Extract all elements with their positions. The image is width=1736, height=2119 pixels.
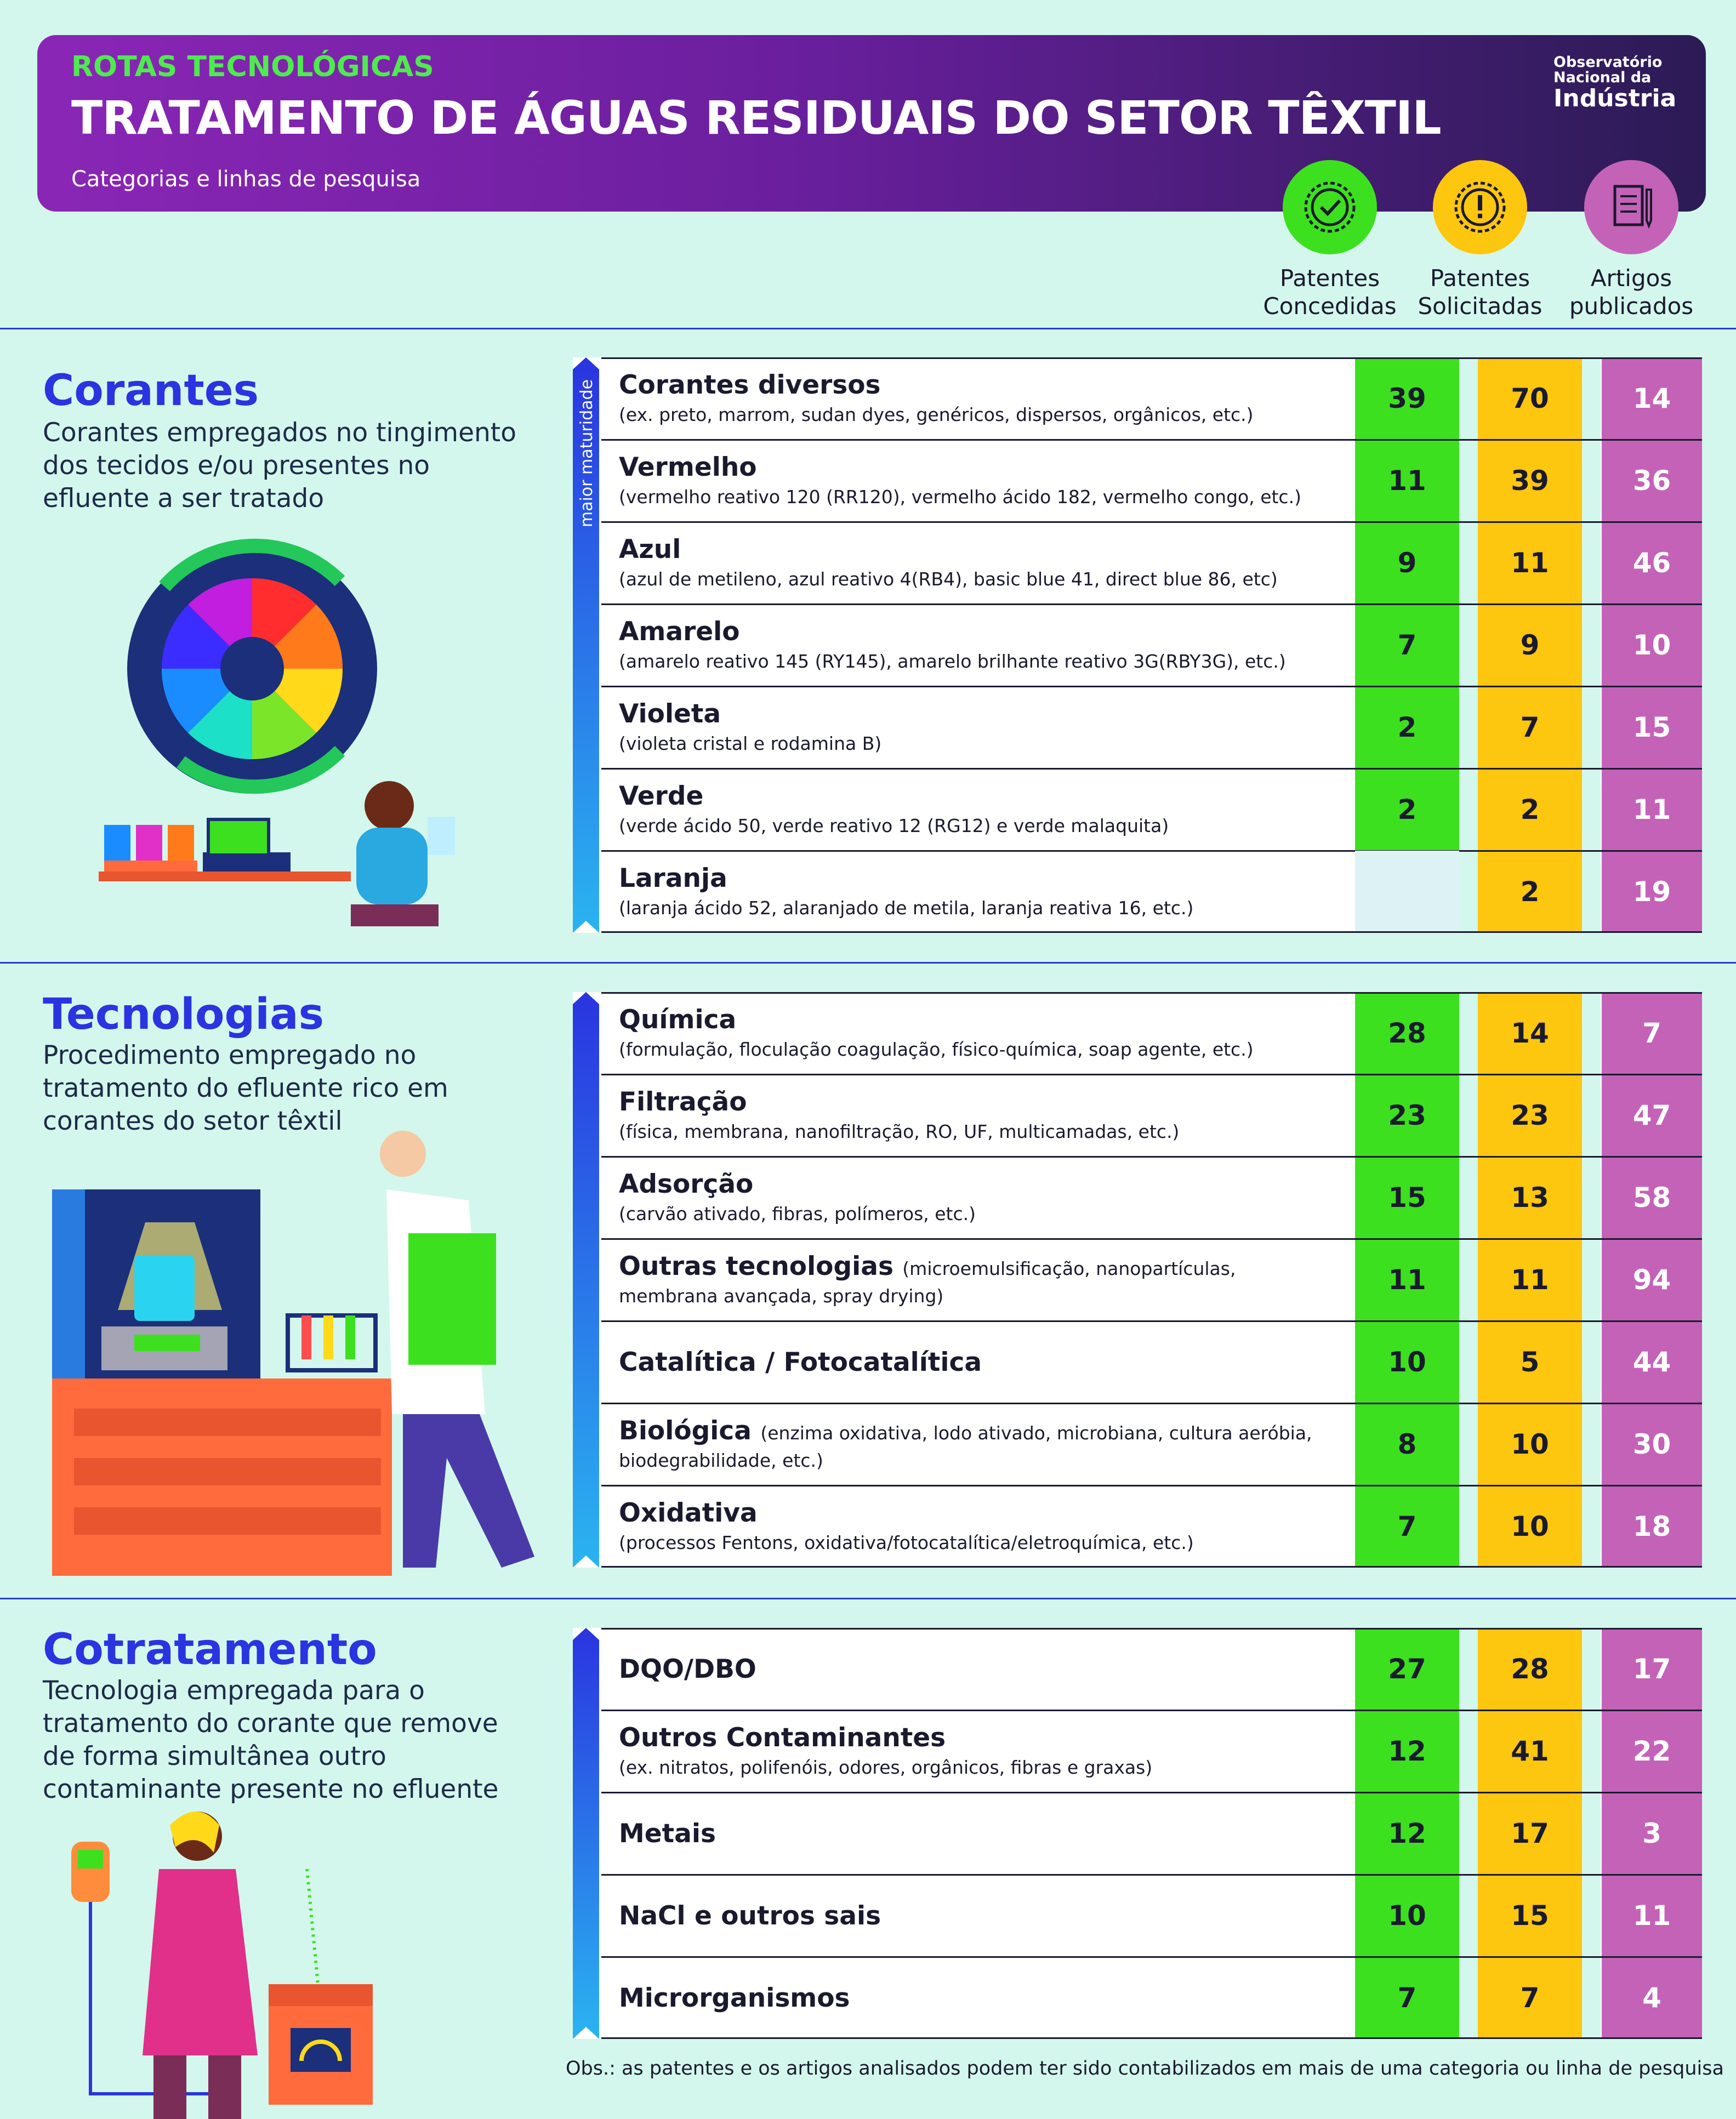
value-patentes-concedidas: 11 <box>1388 1264 1426 1296</box>
value-artigos-publicados: 15 <box>1632 711 1671 743</box>
table-bottom-border <box>601 1566 1702 1568</box>
row-title: Oxidativa <box>619 1498 758 1529</box>
value-patentes-concedidas: 28 <box>1388 1017 1426 1049</box>
table-row <box>573 686 1702 768</box>
table-row <box>573 1875 1702 1957</box>
row-label <box>619 357 1342 440</box>
value-artigos-publicados: 17 <box>1632 1653 1671 1685</box>
section-title-cotratamento: Cotratamento <box>43 1625 377 1674</box>
row-title: Química <box>619 1005 737 1035</box>
value-patentes-solicitadas: 7 <box>1520 711 1540 743</box>
table-row <box>573 1239 1702 1321</box>
row-title-note: (enzima oxidativa, lodo ativado, microbiana, cultura aeróbia, <box>760 1422 1312 1444</box>
section-divider <box>0 962 1736 964</box>
table-tecnologias <box>573 992 1702 1568</box>
value-artigos-publicados: 22 <box>1632 1735 1671 1767</box>
table-top-border <box>601 1628 1702 1630</box>
row-label <box>619 1957 1342 2039</box>
row-label <box>619 1875 1342 1957</box>
value-patentes-solicitadas: 14 <box>1511 1017 1549 1049</box>
row-label <box>619 1321 1342 1403</box>
row-label <box>619 1710 1342 1792</box>
table-top-border <box>601 992 1702 994</box>
table-row <box>573 1628 1702 1710</box>
value-patentes-concedidas: 10 <box>1388 1900 1426 1932</box>
logo-line-2: Nacional da <box>1553 69 1652 87</box>
logo-line-3: Indústria <box>1553 84 1677 112</box>
value-patentes-concedidas: 2 <box>1397 794 1417 825</box>
value-patentes-concedidas: 12 <box>1388 1735 1426 1767</box>
row-title: Microrganismos <box>619 1983 850 2013</box>
row-label <box>619 522 1342 604</box>
legend-artigos-publicados <box>1555 160 1708 320</box>
legend-label: Patentes <box>1279 265 1380 292</box>
table-row <box>573 1403 1702 1485</box>
row-title: Vermelho <box>619 452 757 483</box>
value-patentes-solicitadas: 2 <box>1520 794 1540 825</box>
medal-alert-icon <box>1433 160 1527 254</box>
value-patentes-solicitadas: 41 <box>1511 1735 1549 1767</box>
value-patentes-concedidas: 12 <box>1388 1818 1426 1849</box>
row-title: NaCl e outros sais <box>619 1900 881 1931</box>
value-patentes-solicitadas: 15 <box>1511 1900 1549 1932</box>
row-title: Violeta <box>619 699 721 730</box>
row-subtitle: (ex. nitratos, polifenóis, odores, orgânicos, fibras e graxas) <box>619 1757 1153 1779</box>
row-subtitle: (física, membrana, nanofiltração, RO, UF, multicamadas, etc.) <box>619 1121 1180 1143</box>
co-treatment-scientist-illustration <box>60 1809 422 2119</box>
value-patentes-concedidas: 27 <box>1388 1653 1426 1685</box>
value-patentes-solicitadas: 23 <box>1511 1100 1549 1131</box>
table-top-border <box>601 357 1702 359</box>
value-patentes-solicitadas: 11 <box>1511 547 1549 579</box>
value-artigos-publicados: 11 <box>1632 1900 1671 1932</box>
row-title: Corantes diversos <box>619 370 881 401</box>
row-title: Outros Contaminantes <box>619 1723 946 1753</box>
table-cotratamento <box>573 1628 1702 2039</box>
value-patentes-solicitadas: 5 <box>1520 1346 1540 1378</box>
row-label <box>619 1485 1342 1568</box>
value-patentes-solicitadas: 28 <box>1511 1653 1549 1685</box>
value-patentes-concedidas: 10 <box>1388 1346 1426 1378</box>
table-row <box>573 851 1702 933</box>
section-desc-corantes: Corantes empregados no tingimento dos tecidos e/ou presentes no efluente a ser tratado <box>43 418 516 514</box>
table-row <box>573 440 1702 522</box>
value-artigos-publicados: 44 <box>1632 1346 1671 1378</box>
value-artigos-publicados: 94 <box>1632 1264 1671 1296</box>
legend-label: Concedidas <box>1263 293 1397 320</box>
section-title-tecnologias: Tecnologias <box>43 990 325 1039</box>
row-subtitle: (vermelho reativo 120 (RR120), vermelho ácido 182, vermelho congo, etc.) <box>619 486 1301 508</box>
row-label <box>619 851 1342 933</box>
table-row <box>573 1485 1702 1568</box>
medal-check-icon <box>1283 160 1377 254</box>
logo <box>1553 55 1685 111</box>
page-subtitle: Categorias e linhas de pesquisa <box>71 167 421 192</box>
row-subtitle: (formulação, floculação coagulação, físico-química, soap agente, etc.) <box>619 1039 1254 1061</box>
value-artigos-publicados: 11 <box>1632 794 1671 825</box>
value-patentes-concedidas: 39 <box>1388 383 1426 414</box>
legend-label: Patentes <box>1430 265 1530 292</box>
legend-label: Solicitadas <box>1418 293 1543 320</box>
value-patentes-concedidas: 7 <box>1397 629 1417 661</box>
section-desc-tecnologias: Procedimento empregado no tratamento do efluente rico em corantes do setor têxtil <box>43 1040 448 1137</box>
value-patentes-solicitadas: 70 <box>1511 383 1549 414</box>
table-bottom-border <box>601 2037 1702 2039</box>
row-subtitle: (ex. preto, marrom, sudan dyes, genéricos, dispersos, orgânicos, etc.) <box>619 404 1254 426</box>
row-label <box>619 1403 1342 1485</box>
value-patentes-concedidas: 15 <box>1388 1182 1426 1214</box>
value-patentes-solicitadas: 7 <box>1520 1982 1540 2014</box>
row-label <box>619 992 1342 1074</box>
row-subtitle: (amarelo reativo 145 (RY145), amarelo brilhante reativo 3G(RBY3G), etc.) <box>619 651 1286 673</box>
page-title: TRATAMENTO DE ÁGUAS RESIDUAIS DO SETOR TÊXTIL <box>71 91 1441 145</box>
row-title: Metais <box>619 1818 716 1849</box>
row-label <box>619 686 1342 768</box>
row-subtitle: (azul de metileno, azul reativo 4(RB4), basic blue 41, direct blue 86, etc) <box>619 568 1278 590</box>
row-title: Adsorção <box>619 1169 754 1200</box>
table-row <box>573 1074 1702 1157</box>
value-patentes-solicitadas: 10 <box>1511 1511 1549 1542</box>
section-title-corantes: Corantes <box>43 366 259 415</box>
table-row <box>573 604 1702 686</box>
value-artigos-publicados: 30 <box>1632 1428 1671 1460</box>
value-patentes-concedidas: 7 <box>1397 1511 1417 1542</box>
value-patentes-concedidas: 8 <box>1397 1428 1417 1460</box>
value-patentes-solicitadas: 2 <box>1520 876 1540 908</box>
table-row <box>573 1792 1702 1875</box>
table-row <box>573 357 1702 440</box>
value-patentes-solicitadas: 11 <box>1511 1264 1549 1296</box>
row-subtitle: membrana avançada, spray drying) <box>619 1285 944 1307</box>
value-artigos-publicados: 7 <box>1642 1017 1661 1049</box>
lab-scientist-illustration <box>52 1129 545 1579</box>
legend-label: Artigos <box>1590 265 1672 292</box>
row-title: Azul <box>619 534 681 565</box>
legend-label: publicados <box>1569 293 1694 320</box>
value-artigos-publicados: 3 <box>1642 1818 1661 1849</box>
row-label <box>619 1628 1342 1710</box>
table-row <box>573 522 1702 604</box>
value-artigos-publicados: 14 <box>1632 383 1671 414</box>
color-wheel-lab-illustration <box>99 521 460 937</box>
section-desc-cotratamento: Tecnologia empregada para o tratamento do corante que remove de forma simultânea outro contaminante presente no efluente <box>43 1676 499 1805</box>
table-row <box>573 1957 1702 2039</box>
logo-line-1: Observatório <box>1553 54 1663 71</box>
value-patentes-concedidas: 9 <box>1397 547 1417 579</box>
row-subtitle: (violeta cristal e rodamina B) <box>619 733 882 755</box>
row-title-note: (microemulsificação, nanopartículas, <box>902 1258 1236 1280</box>
legend-patentes-solicitadas <box>1403 160 1557 320</box>
row-label <box>619 1074 1342 1157</box>
section-divider <box>0 1598 1736 1599</box>
table-corantes <box>573 357 1702 933</box>
row-title: DQO/DBO <box>619 1654 756 1684</box>
footnote: Obs.: as patentes e os artigos analisados podem ter sido contabilizados em mais de uma categoria ou linha de pesquisa <box>566 2058 1724 2080</box>
value-patentes-concedidas: 11 <box>1388 465 1426 497</box>
value-patentes-solicitadas: 13 <box>1511 1182 1549 1214</box>
value-artigos-publicados: 36 <box>1632 465 1671 497</box>
value-patentes-concedidas: 2 <box>1397 711 1417 743</box>
row-label <box>619 440 1342 522</box>
value-artigos-publicados: 4 <box>1642 1982 1661 2014</box>
row-label <box>619 1792 1342 1875</box>
value-patentes-solicitadas: 9 <box>1520 629 1540 661</box>
row-subtitle: (processos Fentons, oxidativa/fotocatalítica/eletroquímica, etc.) <box>619 1532 1194 1554</box>
section-divider <box>0 328 1736 329</box>
row-title: Verde <box>619 781 704 812</box>
value-patentes-concedidas: 23 <box>1388 1100 1426 1131</box>
row-subtitle: (laranja ácido 52, alaranjado de metila, laranja reativa 16, etc.) <box>619 897 1194 919</box>
maturity-label: maior maturidade <box>577 379 596 528</box>
row-label <box>619 768 1342 851</box>
value-patentes-solicitadas: 10 <box>1511 1428 1549 1460</box>
row-label <box>619 1239 1342 1321</box>
row-subtitle: (verde ácido 50, verde reativo 12 (RG12) e verde malaquita) <box>619 815 1169 837</box>
legend-patentes-concedidas <box>1253 160 1407 320</box>
table-row <box>573 768 1702 851</box>
header-kicker: ROTAS TECNOLÓGICAS <box>71 50 434 83</box>
value-artigos-publicados: 58 <box>1632 1182 1671 1214</box>
value-artigos-publicados: 46 <box>1632 547 1671 579</box>
row-title: Biológica (enzima oxidativa, lodo ativado, microbiana, cultura aeróbia, <box>619 1416 1312 1446</box>
row-label <box>619 604 1342 686</box>
row-title: Outras tecnologias (microemulsificação, nanopartículas, <box>619 1251 1236 1282</box>
row-label <box>619 1157 1342 1239</box>
table-row <box>573 992 1702 1074</box>
row-title: Catalítica / Fotocatalítica <box>619 1347 982 1377</box>
value-patentes-solicitadas: 17 <box>1511 1818 1549 1849</box>
value-artigos-publicados: 47 <box>1632 1100 1671 1131</box>
row-title: Amarelo <box>619 617 740 647</box>
table-row <box>573 1321 1702 1403</box>
value-patentes-concedidas: 7 <box>1397 1982 1417 2014</box>
value-patentes-solicitadas: 39 <box>1511 465 1549 497</box>
value-artigos-publicados: 19 <box>1632 876 1671 908</box>
document-pen-icon <box>1584 160 1678 254</box>
table-row <box>573 1157 1702 1239</box>
row-title: Laranja <box>619 863 727 894</box>
row-subtitle: biodegrabilidade, etc.) <box>619 1450 823 1472</box>
value-patentes-concedidas <box>1355 851 1459 933</box>
value-artigos-publicados: 10 <box>1632 629 1671 661</box>
row-title: Filtração <box>619 1087 747 1118</box>
table-row <box>573 1710 1702 1792</box>
row-subtitle: (carvão ativado, fibras, polímeros, etc.) <box>619 1203 976 1225</box>
table-bottom-border <box>601 931 1702 933</box>
value-artigos-publicados: 18 <box>1632 1511 1671 1542</box>
